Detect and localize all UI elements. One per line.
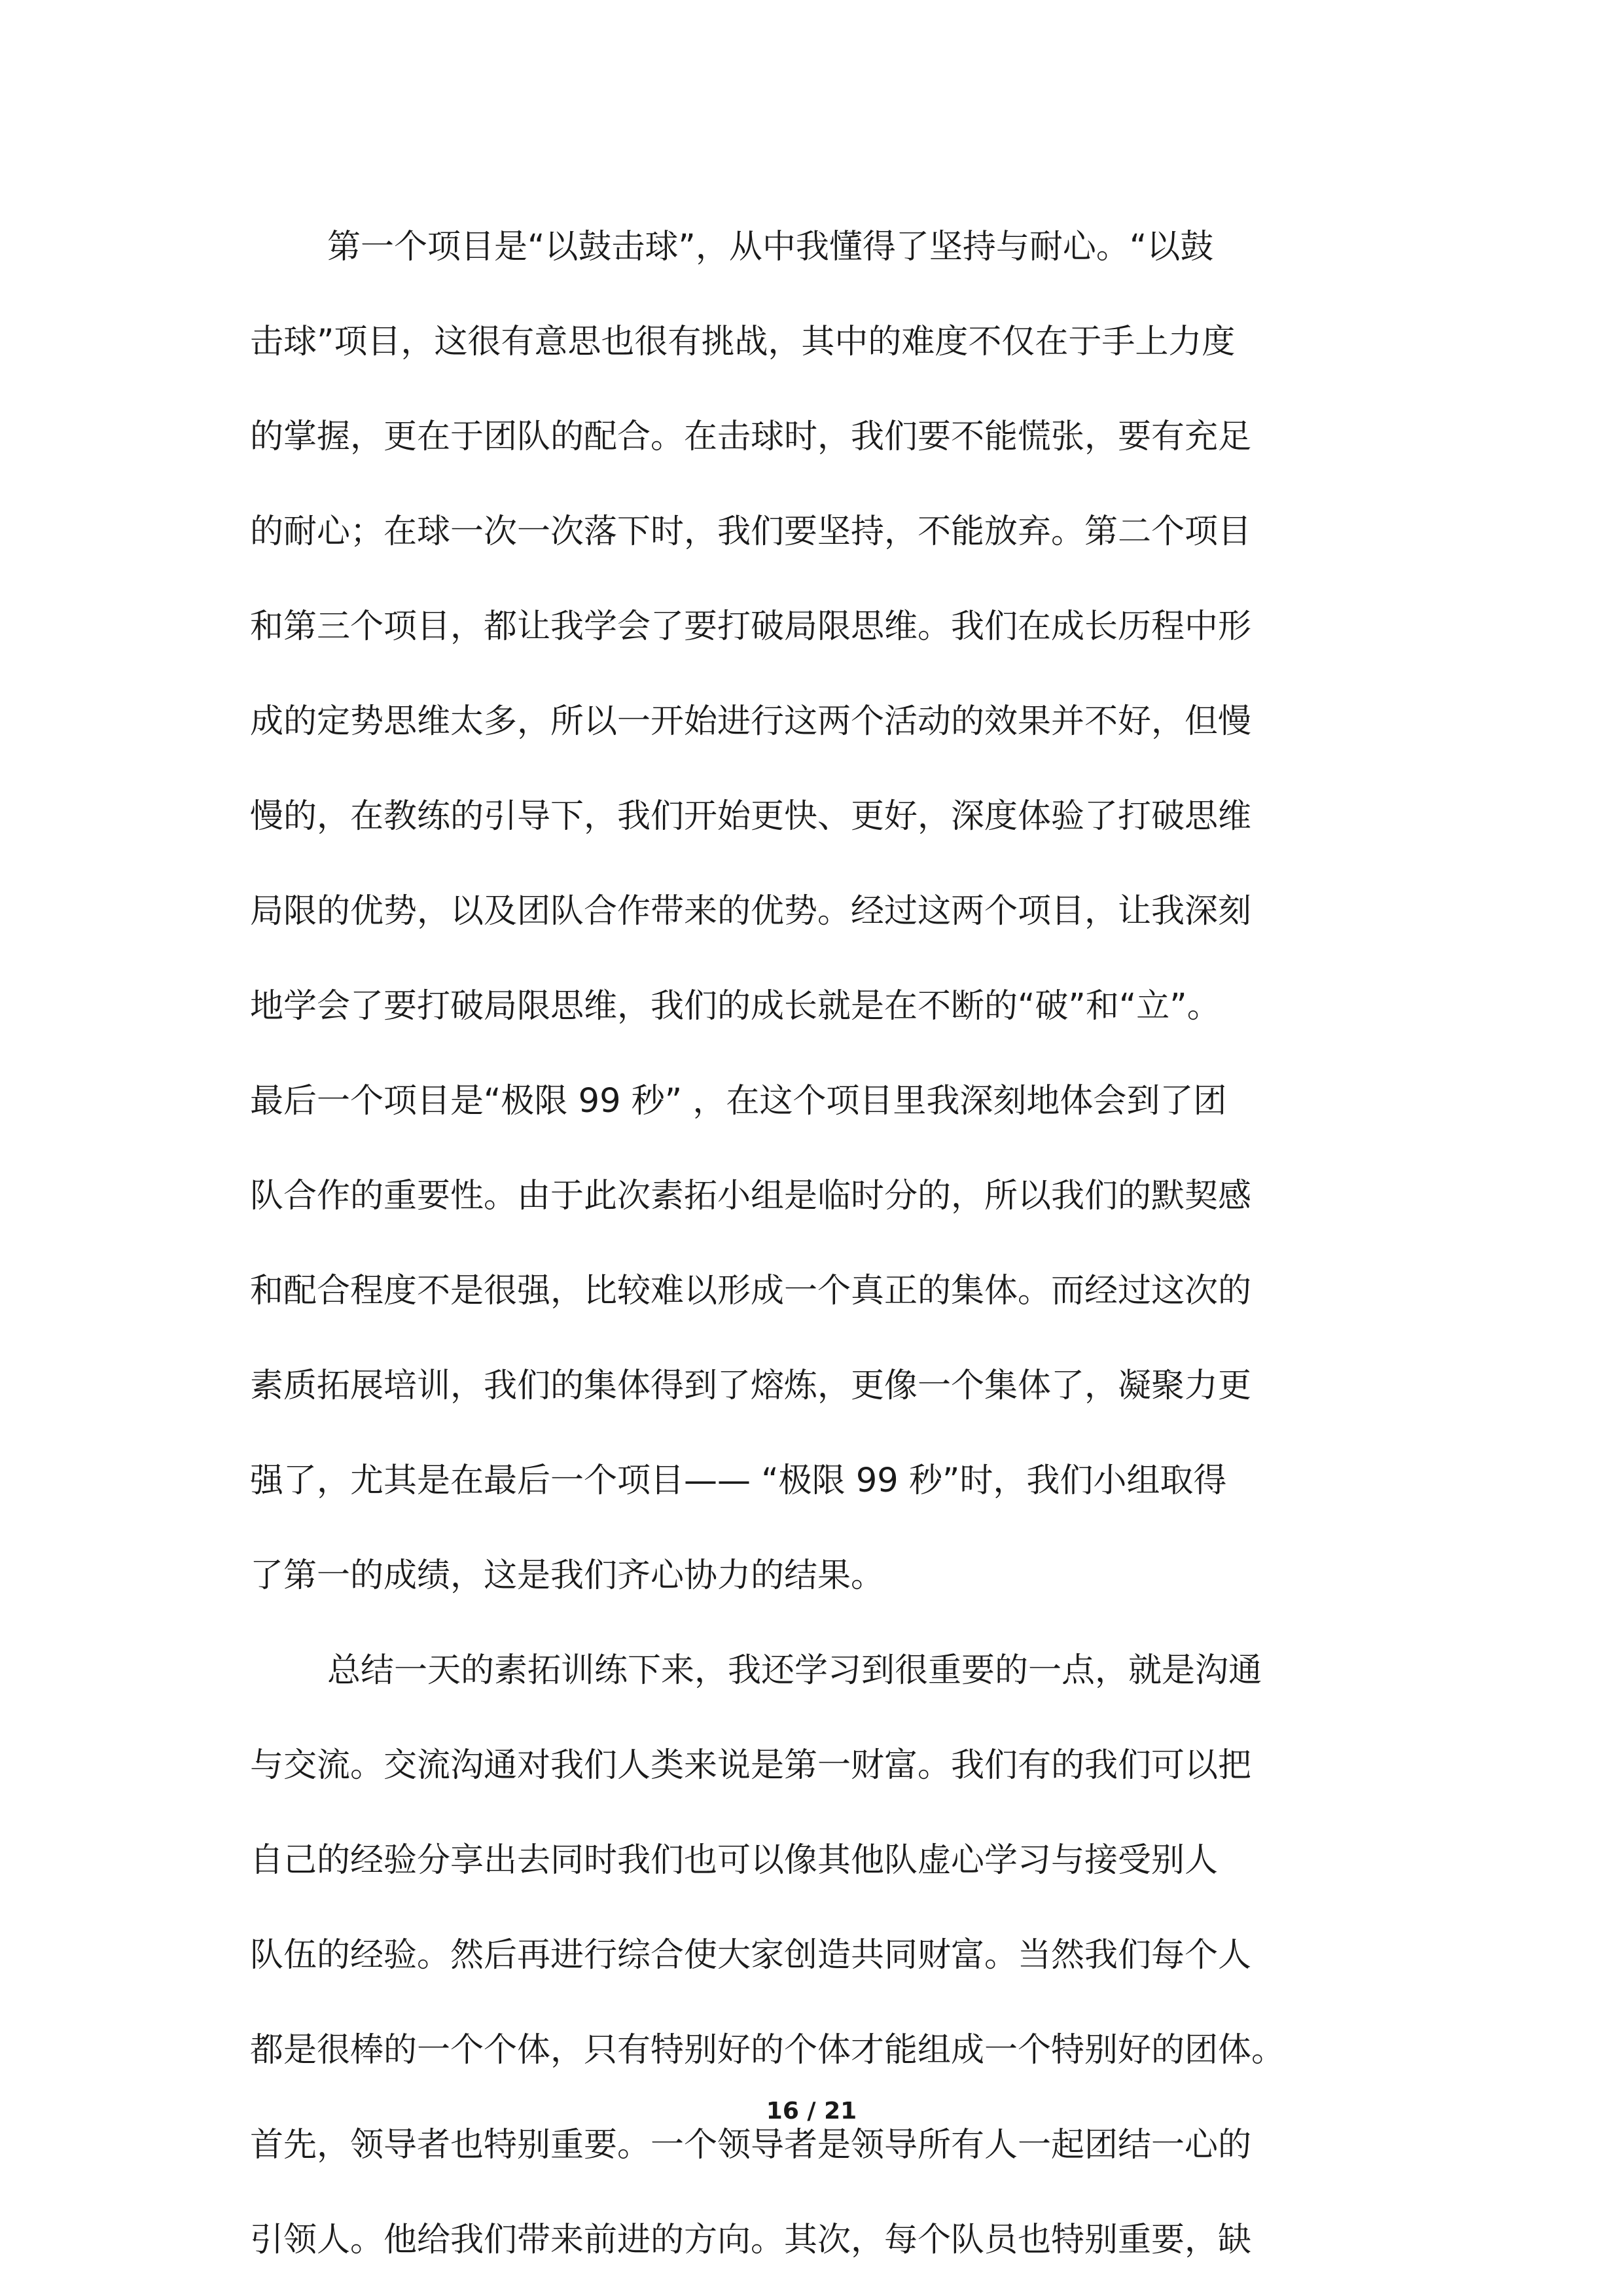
paragraph-line: 的耐心；在球一次一次落下时，我们要坚持，不能放弃。第二个项目 [250,512,1252,551]
paragraph-line: 成的定势思维太多，所以一开始进行这两个活动的效果并不好，但慢 [250,702,1252,741]
paragraph-line: 局限的优势，以及团队合作带来的优势。经过这两个项目，让我深刻 [250,892,1252,931]
current-page-number: 16 [766,2098,799,2125]
paragraph-line: 与交流。交流沟通对我们人类来说是第一财富。我们有的我们可以把 [250,1746,1252,1785]
paragraph-line: 和第三个项目，都让我学会了要打破局限思维。我们在成长历程中形 [250,607,1252,646]
paragraph-line: 慢的，在教练的引导下，我们开始更快、更好，深度体验了打破思维 [250,797,1252,836]
paragraph-line: 地学会了要打破局限思维，我们的成长就是在不断的“破”和“立”。 [250,987,1221,1026]
paragraph-line: 的掌握，更在于团队的配合。在击球时，我们要不能慌张，要有充足 [250,418,1252,456]
page-separator: / [807,2098,816,2125]
paragraph-line: 自己的经验分享出去同时我们也可以像其他队虚心学习与接受别人 [250,1841,1219,1880]
paragraph-line: 素质拓展培训，我们的集体得到了熔炼，更像一个集体了，凝聚力更 [250,1367,1252,1405]
paragraph-line: 第一个项目是“以鼓击球”，从中我懂得了坚持与耐心。“以鼓 [327,228,1214,266]
paragraph-line: 首先，领导者也特别重要。一个领导者是领导所有人一起团结一心的 [250,2126,1252,2164]
paragraph-line: 强了，尤其是在最后一个项目—— “极限 99 秒”时，我们小组取得 [250,1462,1227,1500]
paragraph-line: 队伍的经验。然后再进行综合使大家创造共同财富。当然我们每个人 [250,1936,1252,1975]
total-page-count: 21 [824,2098,857,2125]
paragraph-line: 总结一天的素拓训练下来，我还学习到很重要的一点，就是沟通 [327,1651,1262,1690]
paragraph-line: 最后一个项目是“极限 99 秒” ，在这个项目里我深刻地体会到了团 [250,1082,1227,1121]
paragraph-line: 队合作的重要性。由于此次素拓小组是临时分的，所以我们的默契感 [250,1177,1252,1215]
paragraph-line: 都是很棒的一个个体，只有特别好的个体才能组成一个特别好的团体。 [250,2031,1285,2070]
paragraph-line: 和配合程度不是很强，比较难以形成一个真正的集体。而经过这次的 [250,1272,1252,1310]
paragraph-line: 击球”项目，这很有意思也很有挑战，其中的难度不仅在于手上力度 [250,323,1236,361]
body-text [250,200,1392,2287]
paragraph-line: 引领人。他给我们带来前进的方向。其次，每个队员也特别重要，缺 [250,2221,1252,2259]
paragraph-line: 了第一的成绩，这是我们齐心协力的结果。 [250,1556,885,1595]
page-number [0,2098,1623,2125]
